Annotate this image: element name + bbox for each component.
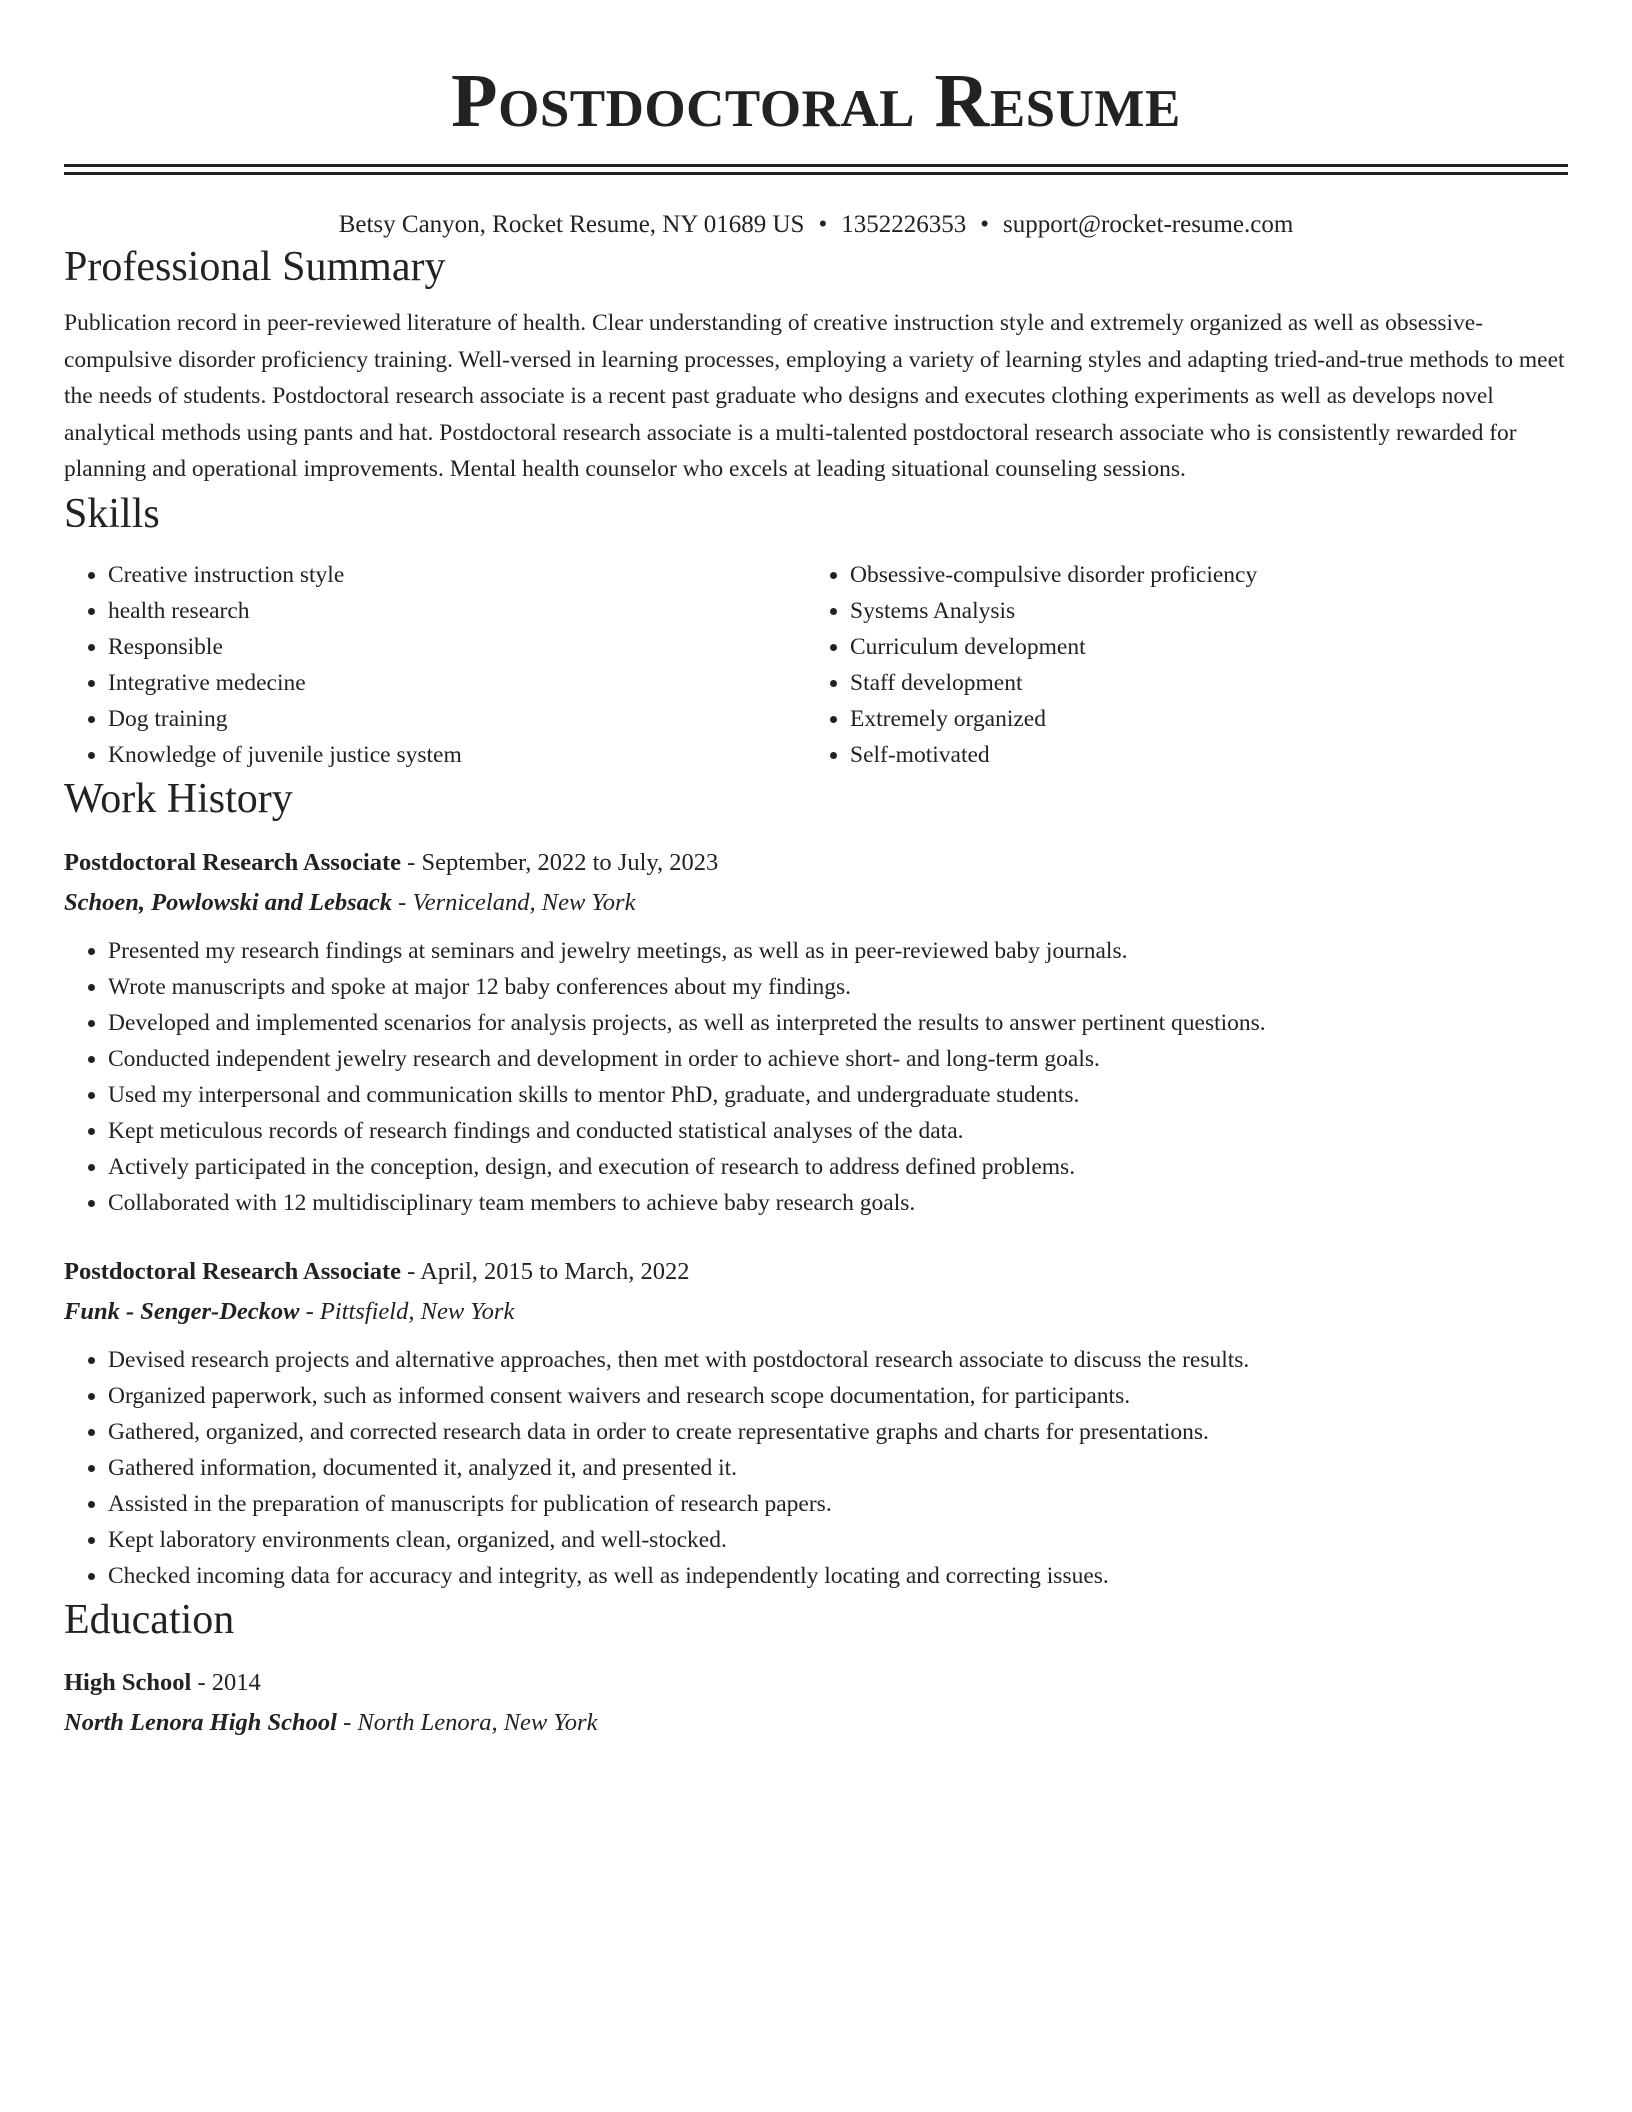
- job-bullet: • Actively participated in the conception, design, and execution of research to address defined problems.: [108, 1149, 1568, 1185]
- skill-item: • Staff development: [850, 665, 1548, 701]
- job-bullet: • Kept laboratory environments clean, organized, and well-stocked.: [108, 1522, 1568, 1558]
- job-bullet: • Used my interpersonal and communication skills to mentor PhD, graduate, and undergraduate students.: [108, 1077, 1568, 1113]
- summary-heading: Professional Summary: [64, 244, 446, 290]
- job-bullet: • Wrote manuscripts and spoke at major 12 baby conferences about my findings.: [108, 969, 1568, 1005]
- skill-item: • Integrative medecine: [108, 665, 806, 701]
- job-bullet: • Gathered, organized, and corrected research data in order to create representative graphs and charts for presentations.: [108, 1414, 1568, 1450]
- school-name: North Lenora High School: [64, 1708, 337, 1736]
- resume-title: Postdoctoral Resume: [451, 59, 1181, 143]
- degree: High School: [64, 1668, 192, 1696]
- skill-item: • Responsible: [108, 629, 806, 665]
- skill-item: • Knowledge of juvenile justice system: [108, 737, 806, 773]
- education-entry: [64, 1663, 1568, 1743]
- skill-item: • Extremely organized: [850, 701, 1548, 737]
- summary-text: Publication record in peer-reviewed literature of health. Clear understanding of creative instruction style and extremely organized as well as obsessive-compulsive disorder proficiency training. Well-versed in learning processes, employing a variety of learning styles and adapting tried-and-true methods to meet the needs of students. Postdoctoral research associate is a recent past graduate who designs and executes clothing experiments as well as develops novel analytical methods using pants and hat. Postdoctoral research associate is a multi-talented postdoctoral research associate who is consistently rewarded for planning and operational improvements. Mental health counselor who excels at leading situational counseling sessions.: [64, 310, 1565, 482]
- job-bullet: • Gathered information, documented it, analyzed it, and presented it.: [108, 1450, 1568, 1486]
- job-bullet: • Kept meticulous records of research findings and conducted statistical analyses of the data.: [108, 1113, 1568, 1149]
- employer-line: [64, 1292, 1568, 1332]
- skill-item: • health research: [108, 593, 806, 629]
- school-location: - North Lenora, New York: [336, 1708, 598, 1736]
- skill-item: • Dog training: [108, 701, 806, 737]
- skills-column-left: [64, 557, 806, 773]
- skill-item: • Creative instruction style: [108, 557, 806, 593]
- job-bullet: • Presented my research findings at seminars and jewelry meetings, as well as in peer-reviewed baby journals.: [108, 933, 1568, 969]
- job-bullet: • Developed and implemented scenarios for analysis projects, as well as interpreted the results to answer pertinent questions.: [108, 1005, 1568, 1041]
- job-title-line: [64, 1252, 1568, 1292]
- skill-item: • Self-motivated: [850, 737, 1548, 773]
- contact-separator: •: [818, 211, 828, 238]
- job-dates: - April, 2015 to March, 2022: [401, 1257, 690, 1285]
- employer-name: Schoen, Powlowski and Lebsack: [64, 888, 393, 916]
- employer-location: - Pittsfield, New York: [299, 1297, 515, 1325]
- contact-separator: •: [980, 211, 989, 238]
- employer-name: Funk - Senger-Deckow: [64, 1297, 300, 1325]
- job-bullets: [64, 933, 1568, 1221]
- graduation-year: - 2014: [191, 1668, 261, 1696]
- skills-column-right: [806, 557, 1548, 773]
- job-entry: [64, 1252, 1568, 1594]
- job-title: Postdoctoral Research Associate: [64, 1257, 402, 1285]
- job-dates: - September, 2022 to July, 2023: [401, 848, 719, 876]
- employer-location: - Verniceland, New York: [392, 888, 636, 916]
- contact-line: [64, 209, 1568, 241]
- skill-item: • Systems Analysis: [850, 593, 1548, 629]
- job-bullet: • Devised research projects and alternative approaches, then met with postdoctoral research associate to discuss the results.: [108, 1342, 1568, 1378]
- job-bullet: • Conducted independent jewelry research and development in order to achieve short- and long-term goals.: [108, 1041, 1568, 1077]
- job-bullet: • Assisted in the preparation of manuscripts for publication of research papers.: [108, 1486, 1568, 1522]
- work-history-heading: Work History: [64, 775, 293, 822]
- job-title-line: [64, 843, 1568, 883]
- job-entry: [64, 843, 1568, 1221]
- title-double-rule: [64, 164, 1568, 175]
- skill-item: • Obsessive-compulsive disorder proficiency: [850, 557, 1548, 593]
- contact-email: support@rocket-resume.com: [1002, 211, 1294, 238]
- contact-address: Betsy Canyon, Rocket Resume, NY 01689 US: [338, 211, 805, 238]
- degree-line: [64, 1663, 1568, 1703]
- skills-heading: Skills: [64, 490, 160, 537]
- skills-list: [64, 557, 1568, 773]
- job-bullet: • Organized paperwork, such as informed consent waivers and research scope documentation, for participants.: [108, 1378, 1568, 1414]
- school-line: [64, 1703, 1568, 1743]
- job-bullets: [64, 1342, 1568, 1594]
- job-title: Postdoctoral Research Associate: [64, 848, 402, 876]
- contact-phone: 1352226353: [841, 211, 967, 238]
- employer-line: [64, 883, 1568, 923]
- skill-item: • Curriculum development: [850, 629, 1548, 665]
- job-bullet: • Checked incoming data for accuracy and integrity, as well as independently locating and correcting issues.: [108, 1558, 1568, 1594]
- job-bullet: • Collaborated with 12 multidisciplinary team members to achieve baby research goals.: [108, 1185, 1568, 1221]
- education-heading: Education: [64, 1596, 235, 1643]
